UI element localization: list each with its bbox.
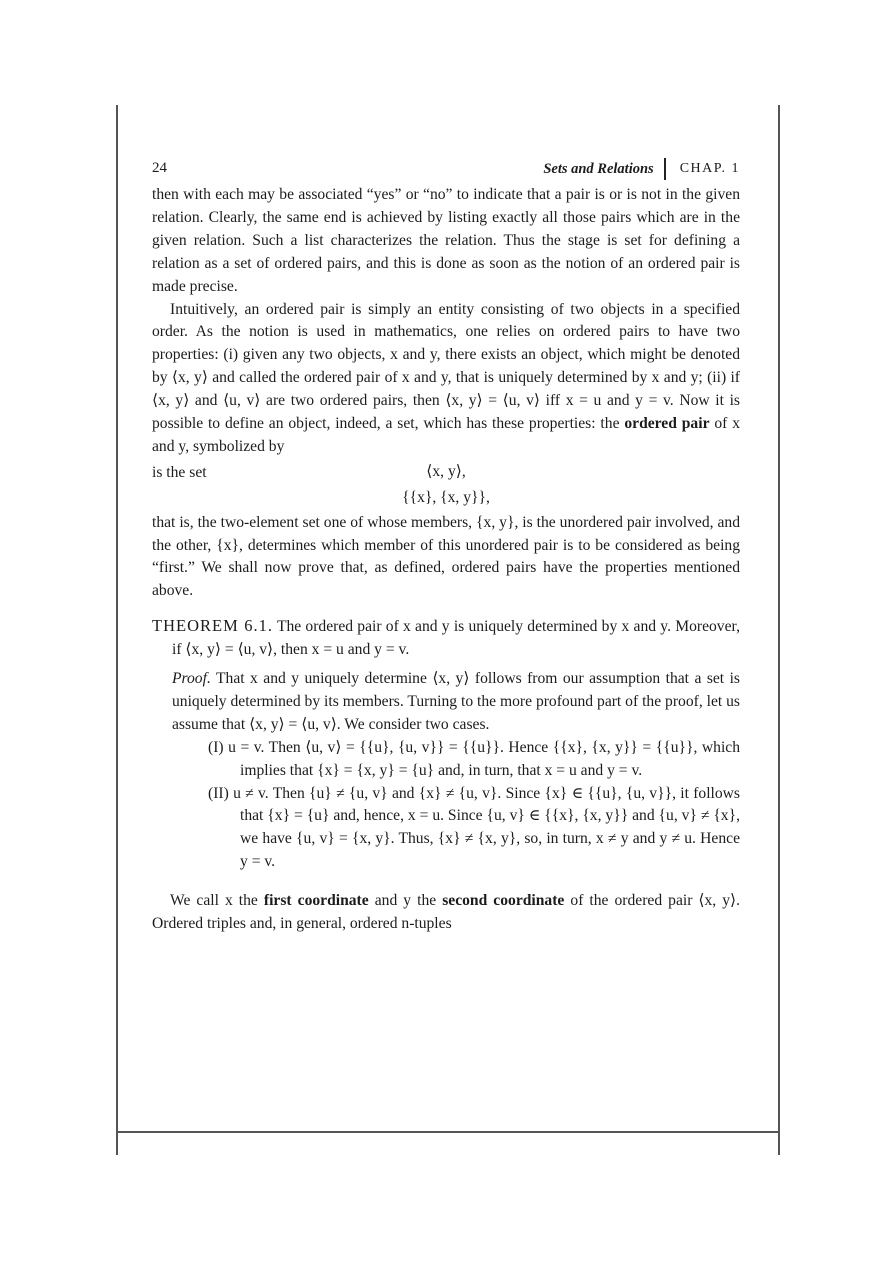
paragraph-4: We call x the first coordinate and y the second coordinate of the ordered pair ⟨x, y⟩. Ordered triples and, in general, ordered n-tuples bbox=[152, 892, 741, 933]
running-header bbox=[152, 158, 740, 184]
display-ordered-pair: ⟨x, y⟩, bbox=[426, 462, 466, 480]
is-the-set-line: is the set bbox=[152, 463, 207, 481]
paragraph-1: then with each may be associated “yes” or “no” to indicate that a pair is or is not in the given relation. Clearly, the same end is achieved by listing exactly all those pairs which are in the given relation. Such a list characterizes the relation. Thus the stage is set for defining a relation as a set of ordered pairs, and this is done as soon as the notion of an ordered pair is made precise. bbox=[152, 186, 740, 295]
term-second-coordinate: second coordinate bbox=[442, 892, 565, 910]
right-margin-line bbox=[778, 105, 780, 1155]
case-1: (I) u = v. Then ⟨u, v⟩ = {{u}, {u, v}} = {{u}}. Hence {{x}, {x, y}} = {{u}}, which implies that {x} = {x, y} = {u} and, in turn, that x = u and y = v. bbox=[208, 738, 740, 779]
left-margin-line bbox=[116, 105, 118, 1155]
paragraph-2: Intuitively, an ordered pair is simply an entity consisting of two objects in a specified order. As the notion is used in mathematics, one relies on ordered pairs to have two properties: (i) given any two objects, x and y, there exists an object, which might be denoted by ⟨x, y⟩ and called the ordered pair of x and y, that is uniquely determined by x and y; (ii) if ⟨x, y⟩ and ⟨u, v⟩ are two ordered pairs, then ⟨x, y⟩ = ⟨u, v⟩ iff x = u and y = v. Now it is possible to define an object, indeed, a set, which has these properties: the ordered pair of x and y, symbolized by bbox=[152, 300, 741, 455]
theorem-heading: THEOREM 6.1. bbox=[152, 616, 273, 636]
page-number: 24 bbox=[152, 160, 167, 176]
page-content bbox=[152, 158, 740, 936]
chapter-label: CHAP. 1 bbox=[679, 161, 740, 176]
proof-paragraph: Proof. That x and y uniquely determine ⟨x, y⟩ follows from our assumption that a set is uniquely determined by its members. Turning to the more profound part of the proof, let us assume that ⟨x, y⟩ = ⟨u, v⟩. We consider two cases. bbox=[172, 670, 740, 733]
proof-label: Proof. bbox=[172, 670, 211, 688]
display-set-definition: {{x}, {x, y}}, bbox=[402, 488, 490, 506]
bottom-rule bbox=[116, 1131, 780, 1133]
term-ordered-pair: ordered pair bbox=[624, 415, 710, 433]
case-2: (II) u ≠ v. Then {u} ≠ {u, v} and {x} ≠ {u, v}. Since {x} ∈ {{u}, {u, v}}, it follows that {x} = {u} and, hence, x = u. Since {u, v} ∈ {{x}, {x, y}} and {u, v} ≠ {x}, we have {u, v} = {x, y}. Thus, {x} ≠ {x, y}, so, in turn, x ≠ y and y ≠ u. Hence y = v. bbox=[208, 784, 740, 871]
theorem-statement: The ordered pair of x and y is uniquely determined by x and y. Moreover, if ⟨x, y⟩ = ⟨u, v⟩, then x = u and y = v. bbox=[172, 618, 740, 659]
paragraph-3: that is, the two-element set one of whose members, {x, y}, is the unordered pair involved, and the other, {x}, determines which member of this unordered pair is to be considered as being “first.” We shall now prove that, as defined, ordered pairs have the properties mentioned above. bbox=[152, 513, 740, 600]
theorem-6-1 bbox=[152, 615, 740, 874]
header-divider bbox=[664, 158, 666, 180]
running-title: Sets and Relations bbox=[543, 160, 654, 177]
term-first-coordinate: first coordinate bbox=[263, 892, 369, 910]
